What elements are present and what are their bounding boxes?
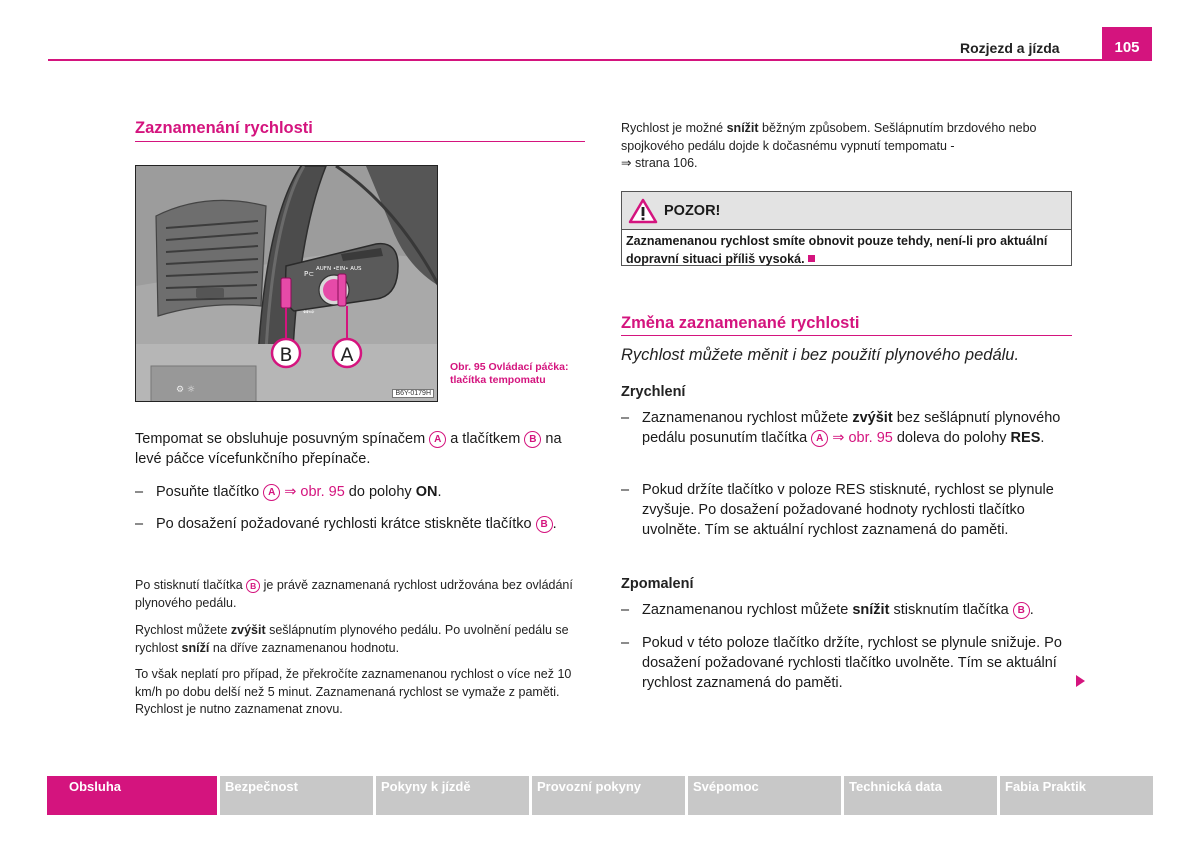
callout-a-label: A (340, 344, 354, 366)
cruise-control-lever-illustration (136, 166, 438, 402)
key-a-badge: A (429, 431, 446, 448)
list-item: – Pokud držíte tlačítko v poloze RES stisknuté, rychlost se plynule zvyšuje. Po dosažení požadované hodnoty rychlosti tlačítko uvolněte. Tím se aktuální rychlost zaznamená do paměti. (621, 482, 1054, 538)
paragraph: Po stisknutí tlačítka B je právě zaznamenaná rychlost udržována bez ovládání plynového pedálu. (135, 578, 573, 610)
tab-provozni-pokyny[interactable]: Provozní pokyny (532, 776, 685, 815)
list-item: – Pokud v této poloze tlačítko držíte, rychlost se plynule snižuje. Po dosažení požadované rychlosti tlačítko uvolněte. Tím se aktuální rychlost zaznamená do paměti. (621, 635, 1062, 691)
continue-arrow-icon[interactable] (1076, 675, 1085, 687)
figure-reference-link[interactable]: ⇒ obr. 95 (280, 484, 345, 500)
paragraph: To však neplatí pro případ, že překročíte zaznamenanou rychlost o více než 10 km/h po dobu delší než 5 minut. Zaznamenaná rychlost se vymaže z paměti. Rychlost je nutno zaznamenat znovu. (135, 667, 572, 716)
subheading-acceleration: Zrychlení (621, 384, 686, 400)
tab-pokyny-k-jizde[interactable]: Pokyny k jízdě (376, 776, 529, 815)
key-b-badge: B (524, 431, 541, 448)
warning-title: POZOR! (664, 203, 721, 219)
subheading-deceleration: Zpomalení (621, 576, 694, 592)
intro-paragraph: Tempomat se obsluhuje posuvným spínačem A a tlačítkem B na levé páčce vícefunkčního přepínače. (135, 431, 562, 467)
key-b-badge: B (246, 579, 260, 593)
warning-text: Zaznamenanou rychlost smíte obnovit pouze tehdy, není-li pro aktuální dopravní situaci příliš vysoká. (626, 234, 1048, 266)
figure-reference-link[interactable]: ⇒ obr. 95 (828, 430, 893, 446)
footer-tab-bar (47, 776, 1153, 815)
list-item: – Posuňte tlačítko A ⇒ obr. 95 do polohy ON. (135, 484, 442, 500)
key-b-badge: B (1013, 602, 1030, 619)
page-number-box: 105 (1102, 27, 1152, 61)
tab-bezpecnost[interactable]: Bezpečnost (220, 776, 373, 815)
end-mark-icon (808, 255, 815, 262)
list-item: – Zaznamenanou rychlost můžete snížit stisknutím tlačítka B . (621, 602, 1034, 618)
tab-obsluha[interactable]: Obsluha (47, 776, 217, 815)
figure-code: B6Y-0179H (392, 389, 434, 398)
tab-svepomoc[interactable]: Svépomoc (688, 776, 841, 815)
paragraph: Rychlost je možné snížit běžným způsobem. Sešlápnutím brzdového nebo spojkového pedálu dojde k dočasnému vypnutí tempomatu - ⇒ strana 106. (621, 121, 1037, 170)
svg-text:⇔⇨: ⇔⇨ (303, 308, 315, 316)
key-a-badge: A (263, 484, 280, 501)
key-a-badge: A (811, 430, 828, 447)
warning-box (621, 191, 1072, 266)
paragraph: Rychlost můžete zvýšit sešlápnutím plynového pedálu. Po uvolnění pedálu se rychlost sníží na dříve zaznamenanou hodnotu. (135, 623, 569, 655)
warning-triangle-icon (628, 198, 658, 224)
section-title-right: Změna zaznamenané rychlosti (621, 314, 860, 332)
tab-fabia-praktik[interactable]: Fabia Praktik (1000, 776, 1153, 815)
callout-b-label: B (279, 344, 293, 366)
tab-technicka-data[interactable]: Technická data (844, 776, 997, 815)
air-vent-icon (156, 200, 266, 316)
figure-cruise-lever (135, 165, 438, 402)
section-rule-right (621, 335, 1072, 336)
svg-text:AUFN •EIN• AUS: AUFN •EIN• AUS (316, 266, 362, 272)
list-item: – Po dosažení požadované rychlosti krátce stiskněte tlačítko B . (135, 516, 557, 532)
list-item: – Zaznamenanou rychlost můžete zvýšit bez sešlápnutí plynového pedálu posunutím tlačítka A ⇒ obr. 95 doleva do polohy RES. (621, 410, 1061, 446)
section-rule-left (135, 141, 585, 142)
svg-text:P⊂: P⊂ (304, 270, 315, 278)
section-title-left: Zaznamenání rychlosti (135, 119, 313, 137)
figure-caption: Obr. 95 Ovládací páčka: tlačítka tempomatu (450, 361, 569, 386)
lead-paragraph: Rychlost můžete měnit i bez použití plynového pedálu. (621, 346, 1020, 364)
header-rule (48, 59, 1152, 61)
key-b-badge: B (536, 516, 553, 533)
header-chapter-title: Rozjezd a jízda (960, 40, 1060, 56)
page-reference-link[interactable]: ⇒ strana 106. (621, 156, 698, 170)
svg-text:⚙ ☼: ⚙ ☼ (176, 385, 195, 395)
